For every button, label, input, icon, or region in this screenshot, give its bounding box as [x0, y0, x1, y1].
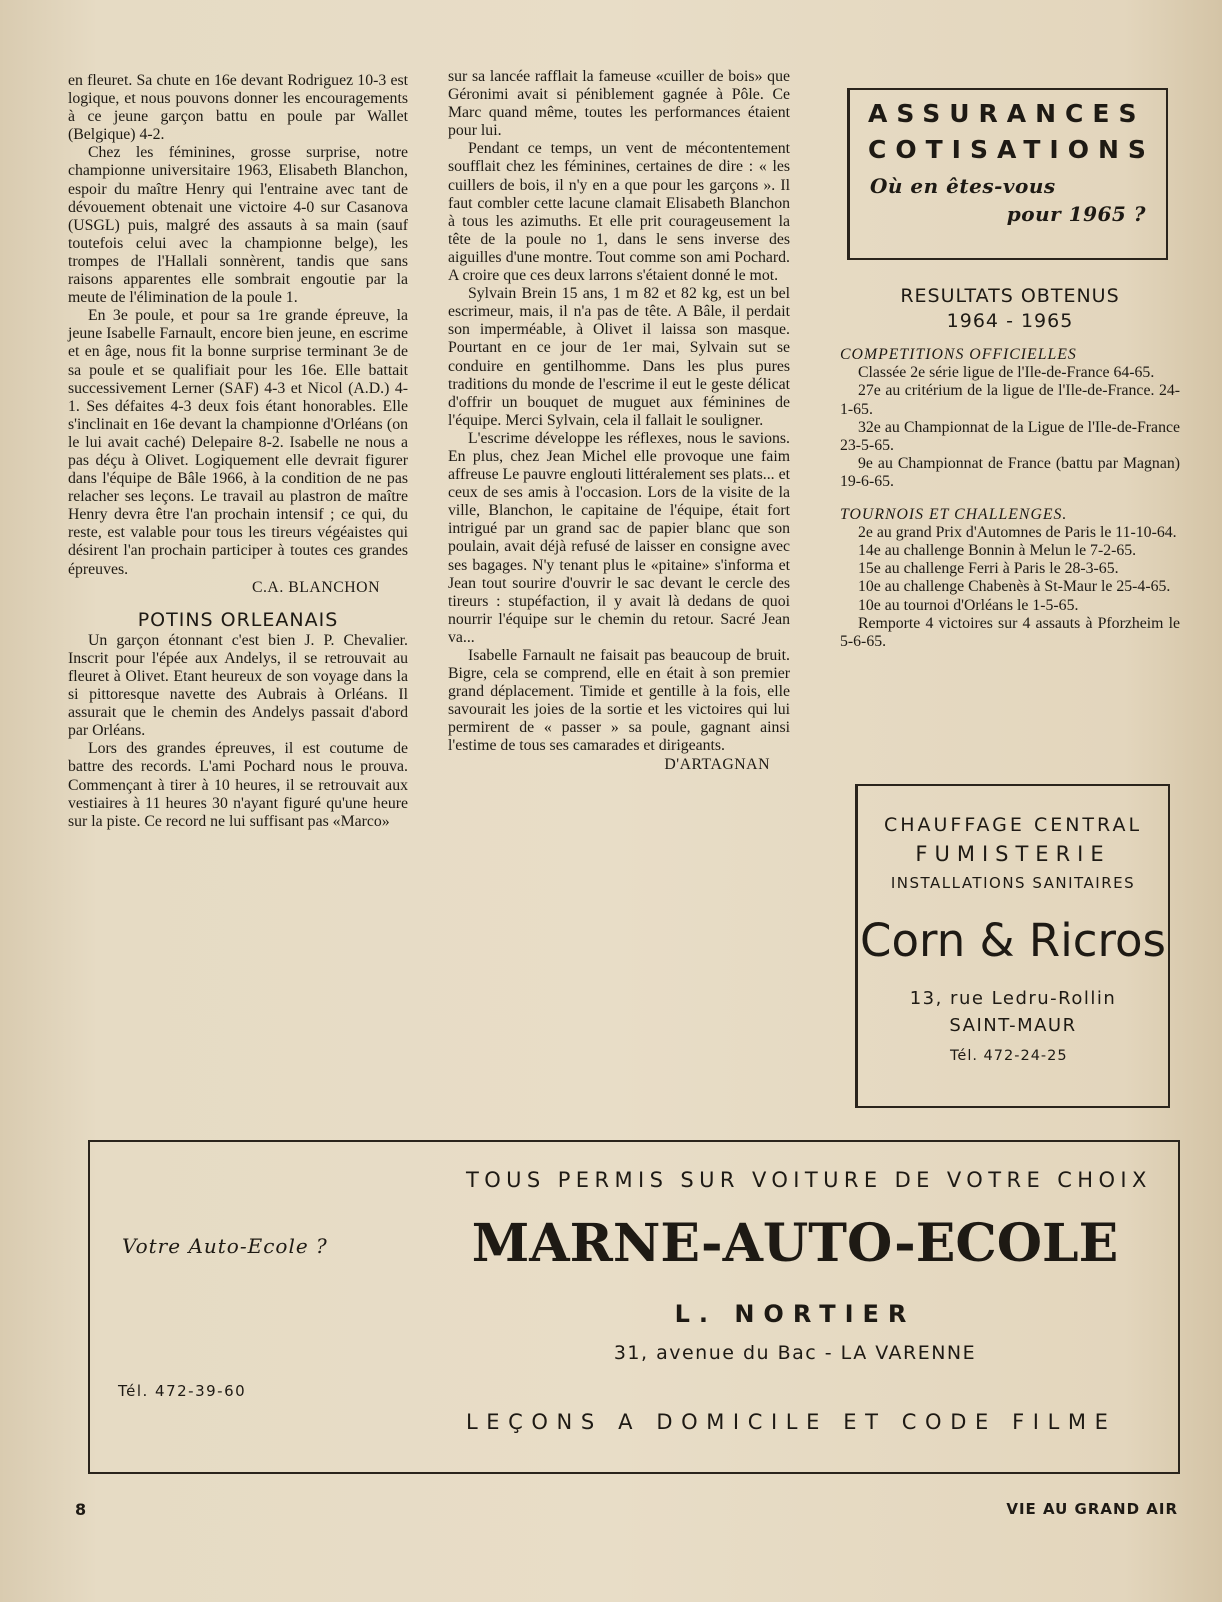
ad-footer-line: LEÇONS A DOMICILE ET CODE FILME: [466, 1410, 1117, 1434]
article-paragraph: sur sa lancée rafflait la fameuse «cuiller de bois» que Géronimi avait si péniblement gagnée à Pôle. Ce Marc quand même, toutes les performances étaient pour lui.: [448, 68, 790, 140]
company-name: MARNE-AUTO-ECOLE: [471, 1213, 1119, 1274]
company-name: Corn & Ricros: [860, 914, 1166, 967]
ad-tagline: Votre Auto-Ecole ?: [122, 1234, 328, 1258]
assurances-ad: [847, 88, 1168, 260]
result-item: 15e au challenge Ferri à Paris le 28-3-65.: [858, 560, 1119, 578]
article-paragraph: en fleuret. Sa chute en 16e devant Rodriguez 10-3 est logique, et nous pouvons donner les encouragements à ce jeune garçon battu en poule par Wallet (Belgique) 4-2.: [68, 72, 408, 144]
company-owner: L. NORTIER: [674, 1300, 916, 1328]
result-item: 32e au Championnat de la Ligue de l'Ile-de-France 23-5-65.: [840, 418, 1180, 455]
ad-line: pour 1965 ?: [1006, 202, 1146, 226]
result-item: 10e au challenge Chabenès à St-Maur le 25-4-65.: [858, 578, 1171, 596]
result-item: Classée 2e série ligue de l'Ile-de-France 64-65.: [858, 364, 1155, 382]
ad-line: COTISATIONS: [868, 135, 1155, 164]
article-paragraph: Chez les féminines, grosse surprise, notre championne universitaire 1963, Elisabeth Blanchon, espoir du maître Henry qui l'entraine avec tant de dévouement obtenait une victoire 4-0 sur Casanova (USGL) puis, malgré des assauts à sa main (sauf toutefois celui avec la championne belge), les trompes de l'Hallali sonnèrent, tandis que sans raisons apparentes elle sombrait engoutie par la meute de l'élimination de la poule 1.: [68, 144, 408, 307]
result-item: 2e au grand Prix d'Automnes de Paris le 11-10-64.: [858, 523, 1177, 541]
article-paragraph: Pendant ce temps, un vent de mécontentement soufflait chez les féminines, certaines de dire : « les cuillers de bois, il n'y en a que pour les garçons ». Il faut combler cette lacune clamait Elisabeth Blanchon à tous les azimuths. Et elle prit courageusement la tête de la poule no 1, dans le sens inverse des aiguilles d'une montre. Tout comme son ami Pochard. A croire que ces deux larrons s'étaient donné le mot.: [448, 140, 790, 285]
article-signature: C.A. BLANCHON: [251, 578, 380, 596]
ad-line: CHAUFFAGE CENTRAL: [883, 814, 1143, 836]
ad-line: ASSURANCES: [868, 99, 1146, 128]
article-paragraph: Isabelle Farnault ne faisait pas beaucoup de bruit. Bigre, cela se comprend, elle en était à son premier grand déplacement. Timide et gentille à la fois, elle savourait les joies de la sortie et les victoires qui lui permirent de « passer » sa poule, gagnant ainsi l'estime de tous ses camarades et dirigeants.: [448, 647, 790, 755]
results-category: TOURNOIS ET CHALLENGES.: [840, 505, 1068, 523]
result-item: Remporte 4 victoires sur 4 assauts à Pforzheim le 5-6-65.: [840, 614, 1180, 651]
marne-auto-ecole-ad: [88, 1140, 1180, 1474]
article-paragraph: En 3e poule, et pour sa 1re grande épreuve, la jeune Isabelle Farnault, encore bien jeune, en escrime et en âge, nous fit la bonne surprise terminant 3e de sa poule et se qualifiait pour les 16e. Elle battait successivement Lerner (SAF) 4-3 et Nicol (A.D.) 4-1. Ses défaites 4-3 deux fois étant honorables. Elle s'inclinait en 16e devant la championne d'Orléans (on le lui avait caché) Delepaire 8-2. Isabelle ne nous a pas déçu à Olivet. Logiquement elle devrait figurer dans l'équipe de Bâle 1966, à la condition de ne pas relacher ses leçons. Le travail au plastron de maître Henry devra être l'an prochain intensif ; ce qui, du reste, est valable pour tous les tireurs végéaistes qui désirent l'an prochain participer à toutes ces grandes épreuves.: [68, 307, 408, 578]
ad-headline: TOUS PERMIS SUR VOITURE DE VOTRE CHOIX: [466, 1168, 1152, 1192]
article-paragraph: L'escrime développe les réflexes, nous le savions. En plus, chez Jean Michel elle provoque une faim affreuse Le pauvre englouti littéralement ses plats... et ceux de ses amis à l'occasion. Lors de la visite de la ville, Blanchon, le capitaine de l'équipe, était fort intrigué par un grand sac de papier blanc que son poulain, avait déjà refusé de laisser en consigne avec ses bagages. N'y tenant plus le «pitaine» s'informa et Jean tout sourire d'ouvrir le sac devant le cercle des tireurs : stupéfaction, il y avait là dedans de quoi nourrir l'équipe sur le chemin du retour. Sacré Jean va...: [448, 429, 790, 646]
section-title: POTINS ORLEANAIS: [137, 608, 339, 631]
results-section: [840, 284, 1180, 651]
results-subtitle: 1964 - 1965: [946, 310, 1074, 332]
company-address: 13, rue Ledru-Rollin: [909, 988, 1117, 1009]
company-address: 31, avenue du Bac - LA VARENNE: [613, 1342, 977, 1364]
results-category: COMPETITIONS OFFICIELLES: [840, 346, 1077, 363]
chauffage-ad: [855, 784, 1170, 1108]
article-signature: D'ARTAGNAN: [664, 755, 770, 773]
ad-line: INSTALLATIONS SANITAIRES: [890, 874, 1136, 892]
result-item: 14e au challenge Bonnin à Melun le 7-2-65.: [858, 542, 1137, 560]
company-phone: Tél. 472-24-25: [950, 1048, 1068, 1064]
article-paragraph: Sylvain Brein 15 ans, 1 m 82 et 82 kg, est un bel escrimeur, mais, il n'a pas de tête. A Bâle, il perdait son imperméable, à Olivet il laissa son masque. Pourtant en ce jour de 1er mai, Sylvain sut se conduire en gentilhomme. Dans les plus pures traditions du monde de l'escrime il eut le geste délicat d'offrir un bouquet de muguet aux féminines de l'équipe. Merci Sylvain, cela il fallait le souligner.: [448, 285, 790, 429]
article-paragraph: Lors des grandes épreuves, il est coutume de battre des records. L'ami Pochard nous le prouva. Commençant à tirer à 10 heures, il se retrouvait aux vestiaires à 11 heures 30 n'ayant figuré qu'une heure sur la piste. Ce record ne lui suffisant pas «Marco»: [68, 740, 408, 830]
magazine-title: VIE AU GRAND AIR: [1006, 1500, 1178, 1518]
article-paragraph: Un garçon étonnant c'est bien J. P. Chevalier. Inscrit pour l'épée aux Andelys, il se retrouvait au fleuret à Olivet. Etant heureux de son voyage dans la si pittoresque navette des Aubrais à Orléans. Il assurait que le chemin des Andelys passait d'abord par Orléans.: [68, 631, 408, 740]
result-item: 10e au tournoi d'Orléans le 1-5-65.: [858, 596, 1079, 614]
results-title: RESULTATS OBTENUS: [900, 285, 1120, 307]
article-column-2: [448, 68, 790, 774]
result-item: 27e au critérium de la ligue de l'Ile-de-France. 24-1-65.: [840, 382, 1180, 418]
page-number: 8: [75, 1500, 87, 1519]
article-column-1: [68, 72, 408, 831]
company-city: SAINT-MAUR: [949, 1015, 1077, 1036]
result-item: 9e au Championnat de France (battu par Magnan) 19-6-65.: [840, 455, 1180, 491]
ad-line: FUMISTERIE: [915, 842, 1111, 866]
ad-phone: Tél. 472-39-60: [118, 1382, 247, 1400]
ad-line: Où en êtes-vous: [870, 174, 1056, 198]
